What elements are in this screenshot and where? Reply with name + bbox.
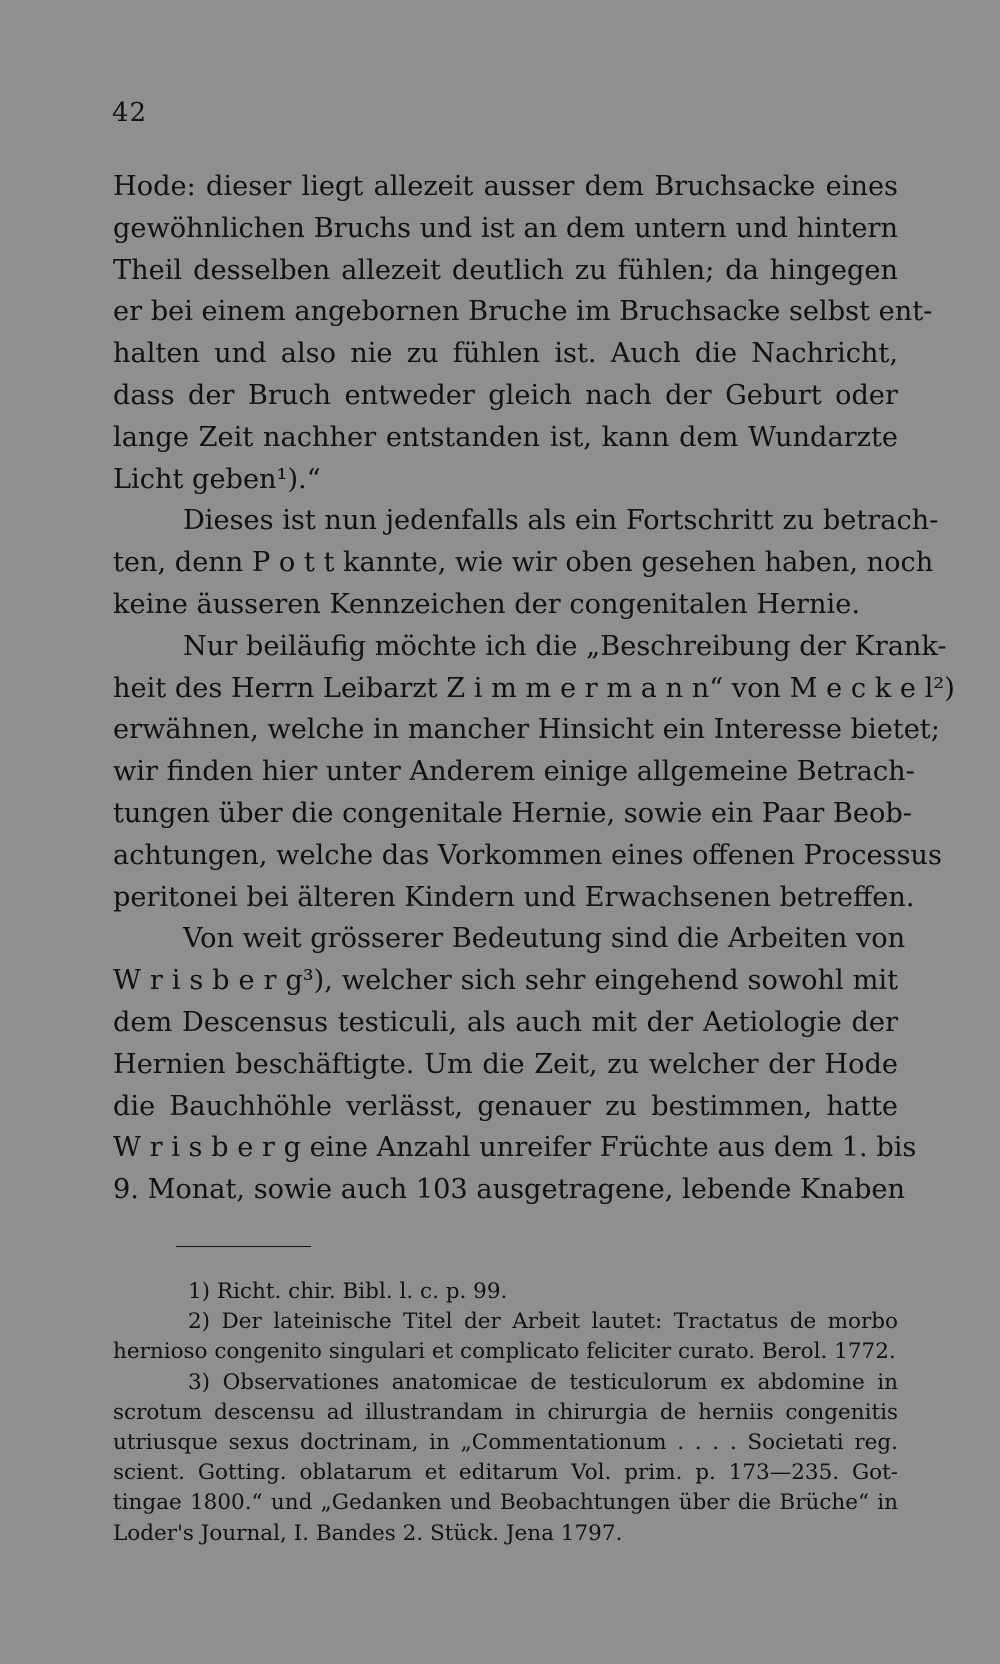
footnote-line: scrotum descensu ad illustrandam in chirurgia de herniis congenitis: [113, 1399, 898, 1425]
page-number: 42: [112, 98, 148, 128]
footnote-line: scient. Gotting. oblatarum et editarum Vol. prim. p. 173—235. Got-: [113, 1460, 898, 1486]
text-line: heit des Herrn Leibarzt Z i m m e r m a n n“ von M e c k e l²): [113, 672, 955, 704]
footnote-line: hernioso congenito singulari et complicato feliciter curato. Berol. 1772.: [113, 1339, 896, 1365]
text-line: Theil desselben allezeit deutlich zu fühlen; da hingegen: [113, 254, 898, 286]
text-line: keine äusseren Kennzeichen der congenitalen Hernie.: [113, 588, 860, 620]
text-line: W r i s b e r g³), welcher sich sehr eingehend sowohl mit: [113, 965, 898, 997]
text-line: Von weit grösserer Bedeutung sind die Arbeiten von: [183, 923, 906, 955]
text-line: er bei einem angebornen Bruche im Bruchsacke selbst ent-: [113, 296, 933, 328]
footnote-line: tingae 1800.“ und „Gedanken und Beobachtungen über die Brüche“ in: [113, 1490, 898, 1516]
text-line: Nur beiläufig möchte ich die „Beschreibung der Krank-: [183, 630, 947, 662]
footnotes: [113, 1277, 898, 1549]
text-line: halten und also nie zu fühlen ist. Auch die Nachricht,: [113, 338, 898, 370]
text-line: Licht geben¹).“: [113, 463, 321, 495]
footnote-line: 2) Der lateinische Titel der Arbeit lautet: Tractatus de morbo: [188, 1309, 898, 1335]
text-line: W r i s b e r g eine Anzahl unreifer Früchte aus dem 1. bis: [113, 1132, 917, 1164]
text-line: dem Descensus testiculi, als auch mit der Aetiologie der: [113, 1006, 898, 1038]
text-line: lange Zeit nachher entstanden ist, kann dem Wundarzte: [113, 421, 898, 453]
text-line: Hode: dieser liegt allezeit ausser dem Bruchsacke eines: [113, 171, 898, 202]
text-line: Hernien beschäftigte. Um die Zeit, zu welcher der Hode: [113, 1048, 898, 1080]
footnote-line: utriusque sexus doctrinam, in „Commentationum . . . . Societati reg.: [113, 1429, 898, 1455]
text-line: gewöhnlichen Bruchs und ist an dem untern und hintern: [113, 212, 898, 244]
footnote-line: 3) Observationes anatomicae de testiculorum ex abdomine in: [188, 1369, 898, 1395]
text-line: achtungen, welche das Vorkommen eines offenen Processus: [113, 839, 942, 871]
text-line: peritonei bei älteren Kindern und Erwachsenen betreffen.: [113, 881, 915, 913]
text-line: die Bauchhöhle verlässt, genauer zu bestimmen, hatte: [113, 1090, 898, 1122]
footnote-divider: [176, 1246, 311, 1247]
text-line: wir finden hier unter Anderem einige allgemeine Betrach-: [113, 756, 915, 788]
text-line: dass der Bruch entweder gleich nach der Geburt oder: [113, 379, 898, 411]
footnote-line: Loder's Journal, I. Bandes 2. Stück. Jena 1797.: [113, 1520, 623, 1546]
text-line: tungen über die congenitale Hernie, sowie ein Paar Beob-: [113, 797, 912, 829]
text-line: ten, denn P o t t kannte, wie wir oben gesehen haben, noch: [113, 547, 934, 579]
text-line: Dieses ist nun jedenfalls als ein Fortschritt zu betrach-: [183, 505, 939, 537]
body-text: [113, 166, 955, 1211]
text-line: erwähnen, welche in mancher Hinsicht ein Interesse bietet;: [113, 714, 940, 746]
text-line: 9. Monat, sowie auch 103 ausgetragene, lebende Knaben: [113, 1174, 905, 1206]
footnote-line: 1) Richt. chir. Bibl. l. c. p. 99.: [188, 1279, 508, 1304]
